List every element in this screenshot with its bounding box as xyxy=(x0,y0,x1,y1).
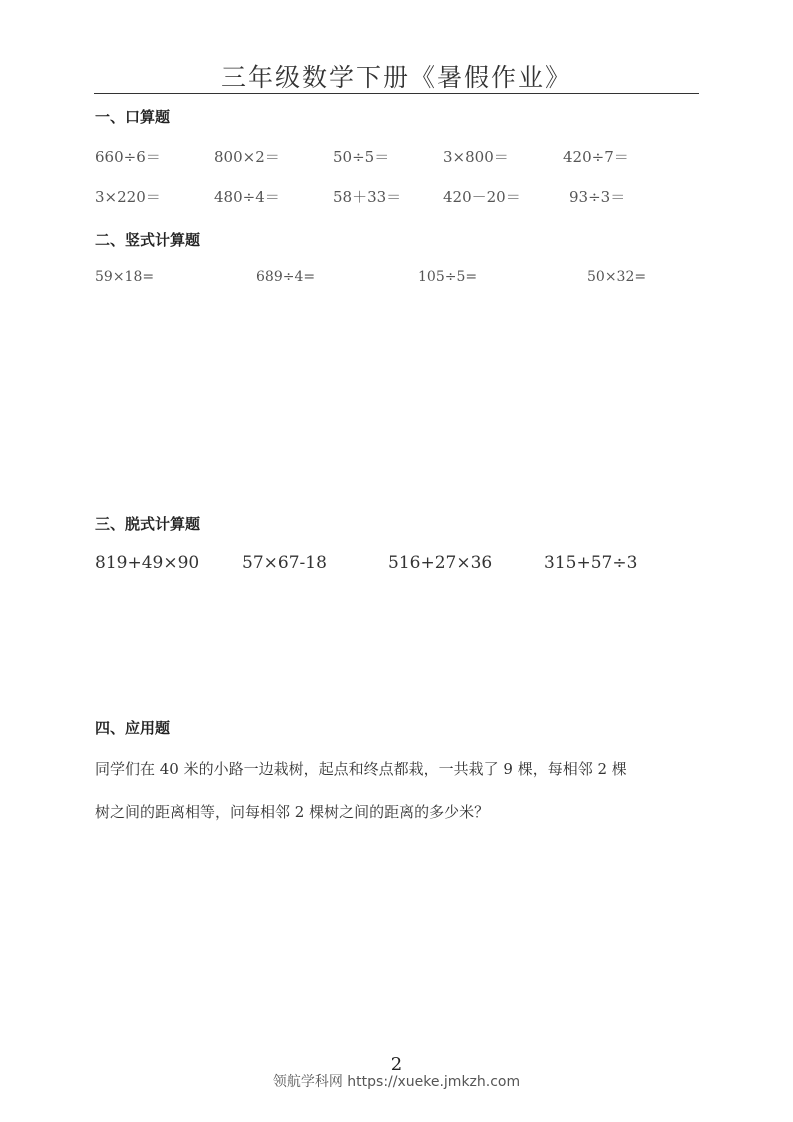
oral-calc-item: 420÷7＝ xyxy=(563,148,629,166)
step-calc-item: 516+27×36 xyxy=(388,553,493,573)
section2-heading: 二、竖式计算题 xyxy=(95,231,201,249)
oral-calc-item: 3×800＝ xyxy=(443,148,509,166)
oral-calc-item: 660÷6＝ xyxy=(95,148,161,166)
oral-calc-item: 58＋33＝ xyxy=(333,188,402,206)
vertical-calc-item: 50×32= xyxy=(587,269,647,285)
page-number: 2 xyxy=(390,1054,403,1075)
title-underline xyxy=(94,93,699,94)
word-problem-line: 同学们在 40 米的小路一边栽树，起点和终点都栽，一共栽了 9 棵，每相邻 2 棵 xyxy=(95,760,627,778)
oral-calc-item: 93÷3＝ xyxy=(569,188,626,206)
oral-calc-item: 3×220＝ xyxy=(95,188,161,206)
oral-calc-item: 50÷5＝ xyxy=(333,148,390,166)
vertical-calc-item: 59×18= xyxy=(95,269,155,285)
section1-heading: 一、口算题 xyxy=(95,108,171,126)
footer-watermark: 领航学科网 https://xueke.jmkzh.com xyxy=(272,1074,521,1090)
oral-calc-item: 480÷4＝ xyxy=(214,188,280,206)
section4-heading: 四、应用题 xyxy=(95,719,171,737)
vertical-calc-item: 689÷4= xyxy=(256,269,316,285)
oral-calc-item: 800×2＝ xyxy=(214,148,280,166)
section3-heading: 三、脱式计算题 xyxy=(95,515,201,533)
step-calc-item: 819+49×90 xyxy=(95,553,200,573)
vertical-calc-item: 105÷5= xyxy=(418,269,478,285)
step-calc-item: 315+57÷3 xyxy=(544,553,638,573)
oral-calc-item: 420－20＝ xyxy=(443,188,521,206)
word-problem-line: 树之间的距离相等，问每相邻 2 棵树之间的距离的多少米？ xyxy=(95,803,490,821)
step-calc-item: 57×67-18 xyxy=(242,553,327,573)
page-title: 三年级数学下册《暑假作业》 xyxy=(220,63,572,92)
